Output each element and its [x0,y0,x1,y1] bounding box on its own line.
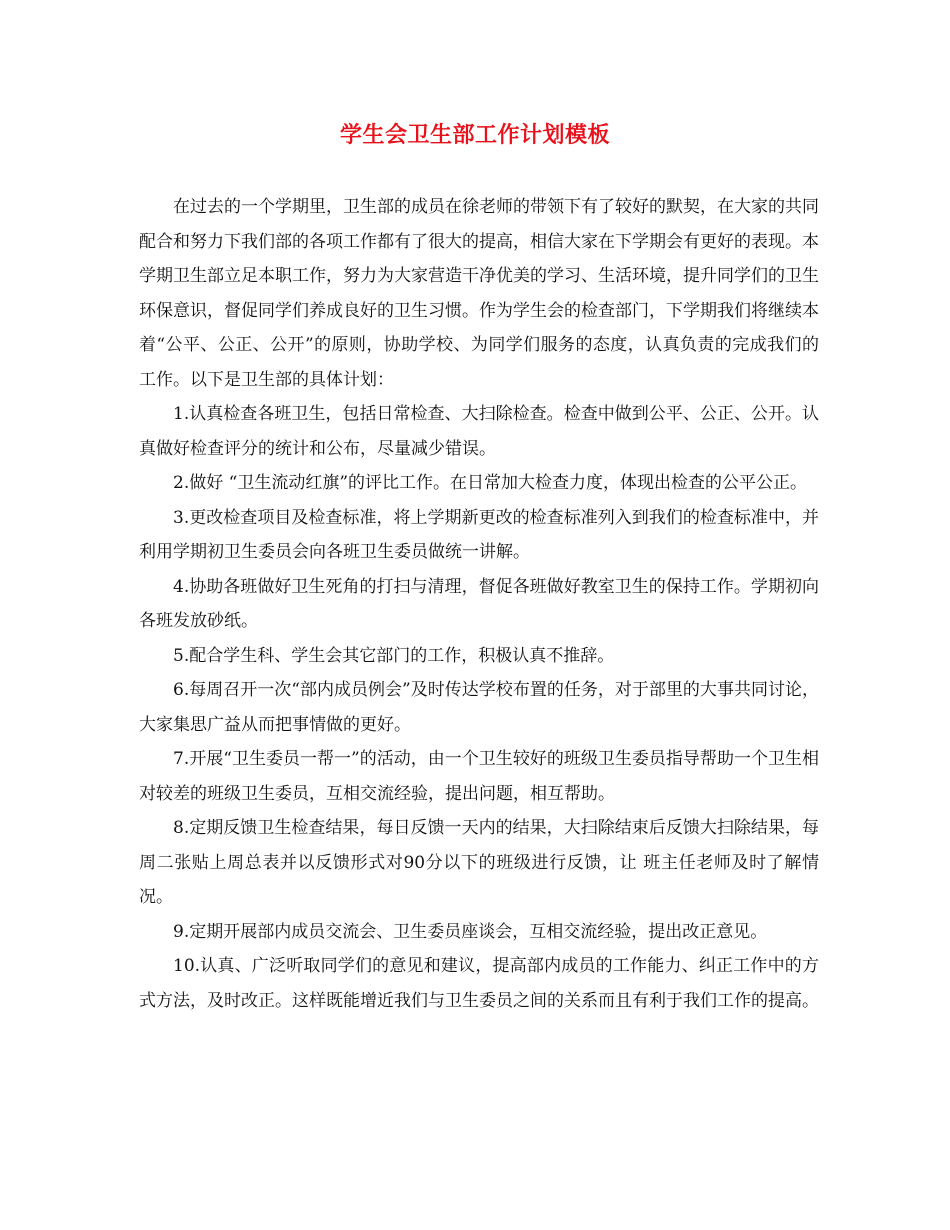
plan-item-6: 6.每周召开一次“部内成员例会”及时传达学校布置的任务，对于部里的大事共同讨论，大家集思广益从而把事情做的更好。 [139,680,819,735]
plan-item-2: 2.做好 “卫生流动红旗”的评比工作。在日常加大检查力度，体现出检查的公平公正。 [173,473,808,493]
document-title: 学生会卫生部工作计划模板 [339,123,610,148]
intro-paragraph: 在过去的一个学期里，卫生部的成员在徐老师的带领下有了较好的默契，在大家的共同配合和努力下我们部的各项工作都有了很大的提高，相信大家在下学期会有更好的表现。本学期卫生部立足本职工作，努力为大家营造干净优美的学习、生活环境，提升同学们的卫生环保意识，督促同学们养成良好的卫生习惯。作为学生会的检查部门，下学期我们将继续本着“公平、公正、公开”的原则，协助学校、为同学们服务的态度，认真负责的完成我们的工作。以下是卫生部的具体计划： [139,197,819,390]
document-body [139,190,819,1018]
plan-item-4: 4.协助各班做好卫生死角的打扫与清理，督促各班做好教室卫生的保持工作。学期初向各班发放砂纸。 [139,576,819,631]
plan-item-9: 9.定期开展部内成员交流会、卫生委员座谈会，互相交流经验，提出改正意见。 [173,921,768,942]
plan-item-7: 7.开展“卫生委员一帮一”的活动，由一个卫生较好的班级卫生委员指导帮助一个卫生相对较差的班级卫生委员，互相交流经验，提出问题，相互帮助。 [139,749,819,804]
plan-item-8: 8.定期反馈卫生检查结果，每日反馈一天内的结果，大扫除结束后反馈大扫除结果，每周二张贴上周总表并以反馈形式对90分以下的班级进行反馈，让 班主任老师及时了解情况。 [139,818,819,907]
plan-item-10: 10.认真、广泛听取同学们的意见和建议，提高部内成员的工作能力、纠正工作中的方式方法，及时改正。这样既能增近我们与卫生委员之间的关系而且有利于我们工作的提高。 [139,956,819,1011]
plan-item-1: 1.认真检查各班卫生，包括日常检查、大扫除检查。检查中做到公平、公正、公开。认真做好检查评分的统计和公布，尽量减少错误。 [139,404,819,459]
plan-item-5: 5.配合学生科、学生会其它部门的工作，积极认真不推辞。 [173,645,615,666]
plan-item-3: 3.更改检查项目及检查标准，将上学期新更改的检查标准列入到我们的检查标准中，并利用学期初卫生委员会向各班卫生委员做统一讲解。 [139,507,819,562]
